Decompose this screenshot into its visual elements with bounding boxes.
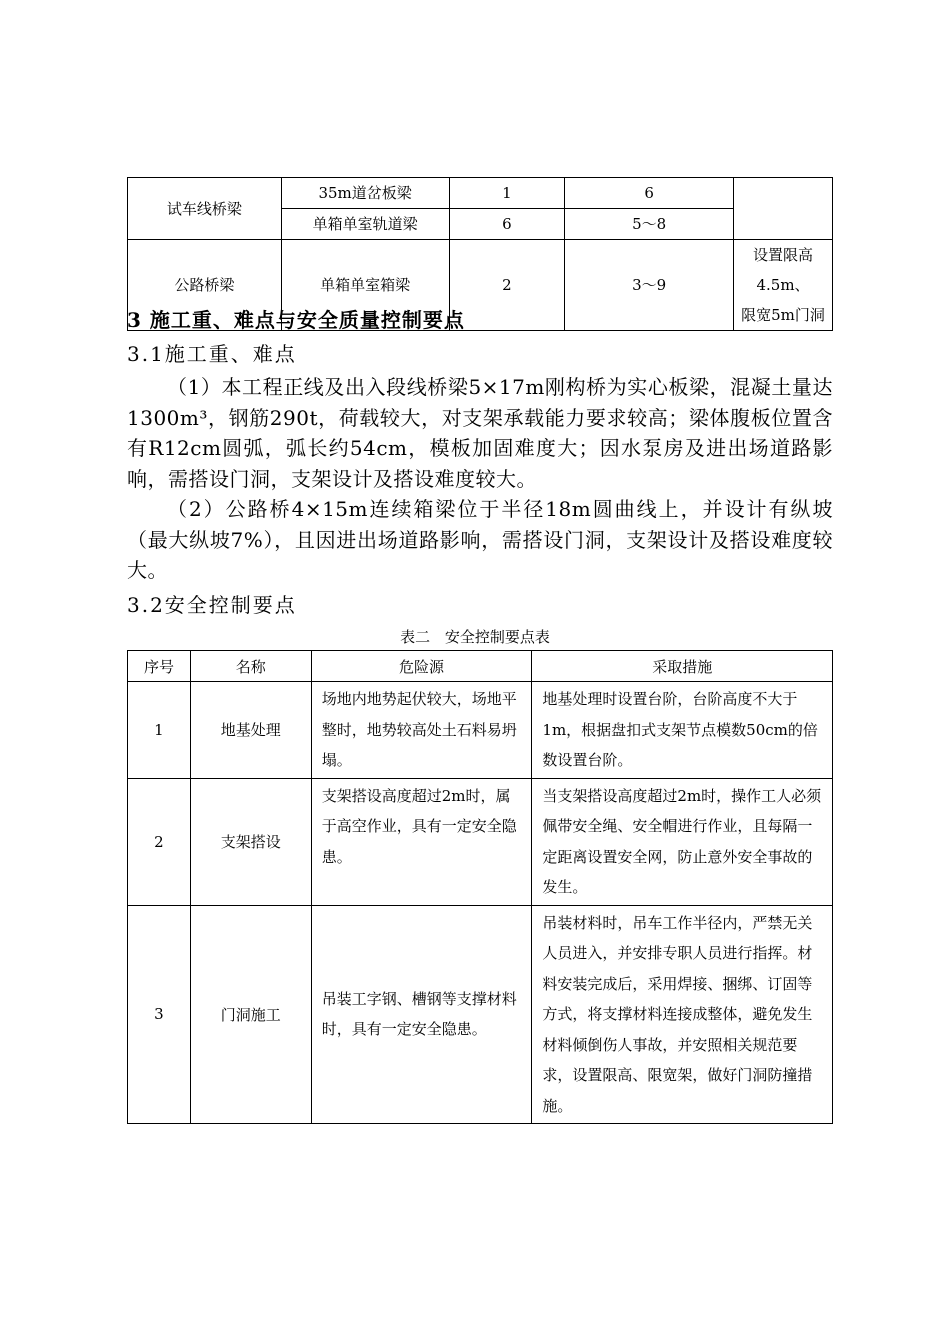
table-cell [734, 178, 833, 240]
subsection-heading: 3.1施工重、难点 [127, 342, 297, 366]
table-row [128, 778, 833, 905]
header-cell: 名称 [190, 651, 311, 682]
table-cell: 单箱单室轨道梁 [281, 209, 449, 240]
table-cell: 吊装材料时，吊车工作半径内，严禁无关人员进入，并安排专职人员进行指挥。材料安装完成后，采用焊接、捆绑、订固等方式，将支撑材料连接成整体，避免发生材料倾倒伤人事故，并安照相关规范要求，设置限高、限宽架，做好门洞防撞措施。 [532, 905, 833, 1124]
table-cell: 试车线桥梁 [128, 178, 282, 240]
table-cell: 2 [128, 778, 191, 905]
table-cell: 35m道岔板梁 [281, 178, 449, 209]
table-cell: 6 [449, 209, 565, 240]
table-cell: 地基处理时设置台阶，台阶高度不大于1m，根据盘扣式支架节点模数50cm的倍数设置台阶。 [532, 682, 833, 779]
safety-table [127, 650, 833, 1124]
note-line: 限宽5m门洞 [741, 306, 825, 324]
header-cell: 采取措施 [532, 651, 833, 682]
table-cell: 5～8 [565, 209, 734, 240]
table-row [128, 178, 833, 209]
section-heading: 3 施工重、难点与安全质量控制要点 [127, 308, 465, 332]
table-cell: 场地内地势起伏较大，场地平整时，地势较高处土石料易坍塌。 [311, 682, 532, 779]
table-cell: 3 [128, 905, 191, 1124]
table-cell: 当支架搭设高度超过2m时，操作工人必须佩带安全绳、安全帽进行作业，且每隔一定距离设置安全网，防止意外安全事故的发生。 [532, 778, 833, 905]
table-caption: 表二 安全控制要点表 [400, 628, 550, 646]
table-cell: 支架搭设 [190, 778, 311, 905]
table-cell: 吊装工字钢、槽钢等支撑材料时，具有一定安全隐患。 [311, 905, 532, 1124]
table-cell: 1 [449, 178, 565, 209]
table-cell: 6 [565, 178, 734, 209]
table-cell: 门洞施工 [190, 905, 311, 1124]
table-cell: 地基处理 [190, 682, 311, 779]
table-cell: 3～9 [565, 240, 734, 331]
table-row [128, 682, 833, 779]
table-header-row [128, 651, 833, 682]
header-cell: 序号 [128, 651, 191, 682]
table-cell: 1 [128, 682, 191, 779]
table-cell: 公路桥梁 [128, 240, 282, 331]
table-cell: 支架搭设高度超过2m时，属于高空作业，具有一定安全隐患。 [311, 778, 532, 905]
paragraph: （1）本工程正线及出入段线桥梁5×17m刚构桥为实心板梁，混凝土量达1300m³，钢筋290t，荷载较大，对支架承载能力要求较高；梁体腹板位置含有R12cm圆弧，弧长约54cm，模板加固难度大；因水泵房及进出场道路影响，需搭设门洞，支架设计及搭设难度较大。 [127, 375, 833, 491]
table-cell: 2 [449, 240, 565, 331]
note-line: 设置限高4.5m、 [753, 246, 814, 294]
header-cell: 危险源 [311, 651, 532, 682]
table-cell [734, 240, 833, 331]
paragraph: （2）公路桥4×15m连续箱梁位于半径18m圆曲线上，并设计有纵坡（最大纵坡7%），且因进出场道路影响，需搭设门洞，支架设计及搭设难度较大。 [127, 497, 833, 582]
table-cell: 单箱单室箱梁 [281, 240, 449, 331]
subsection-heading: 3.2安全控制要点 [127, 593, 297, 617]
table-row [128, 905, 833, 1124]
